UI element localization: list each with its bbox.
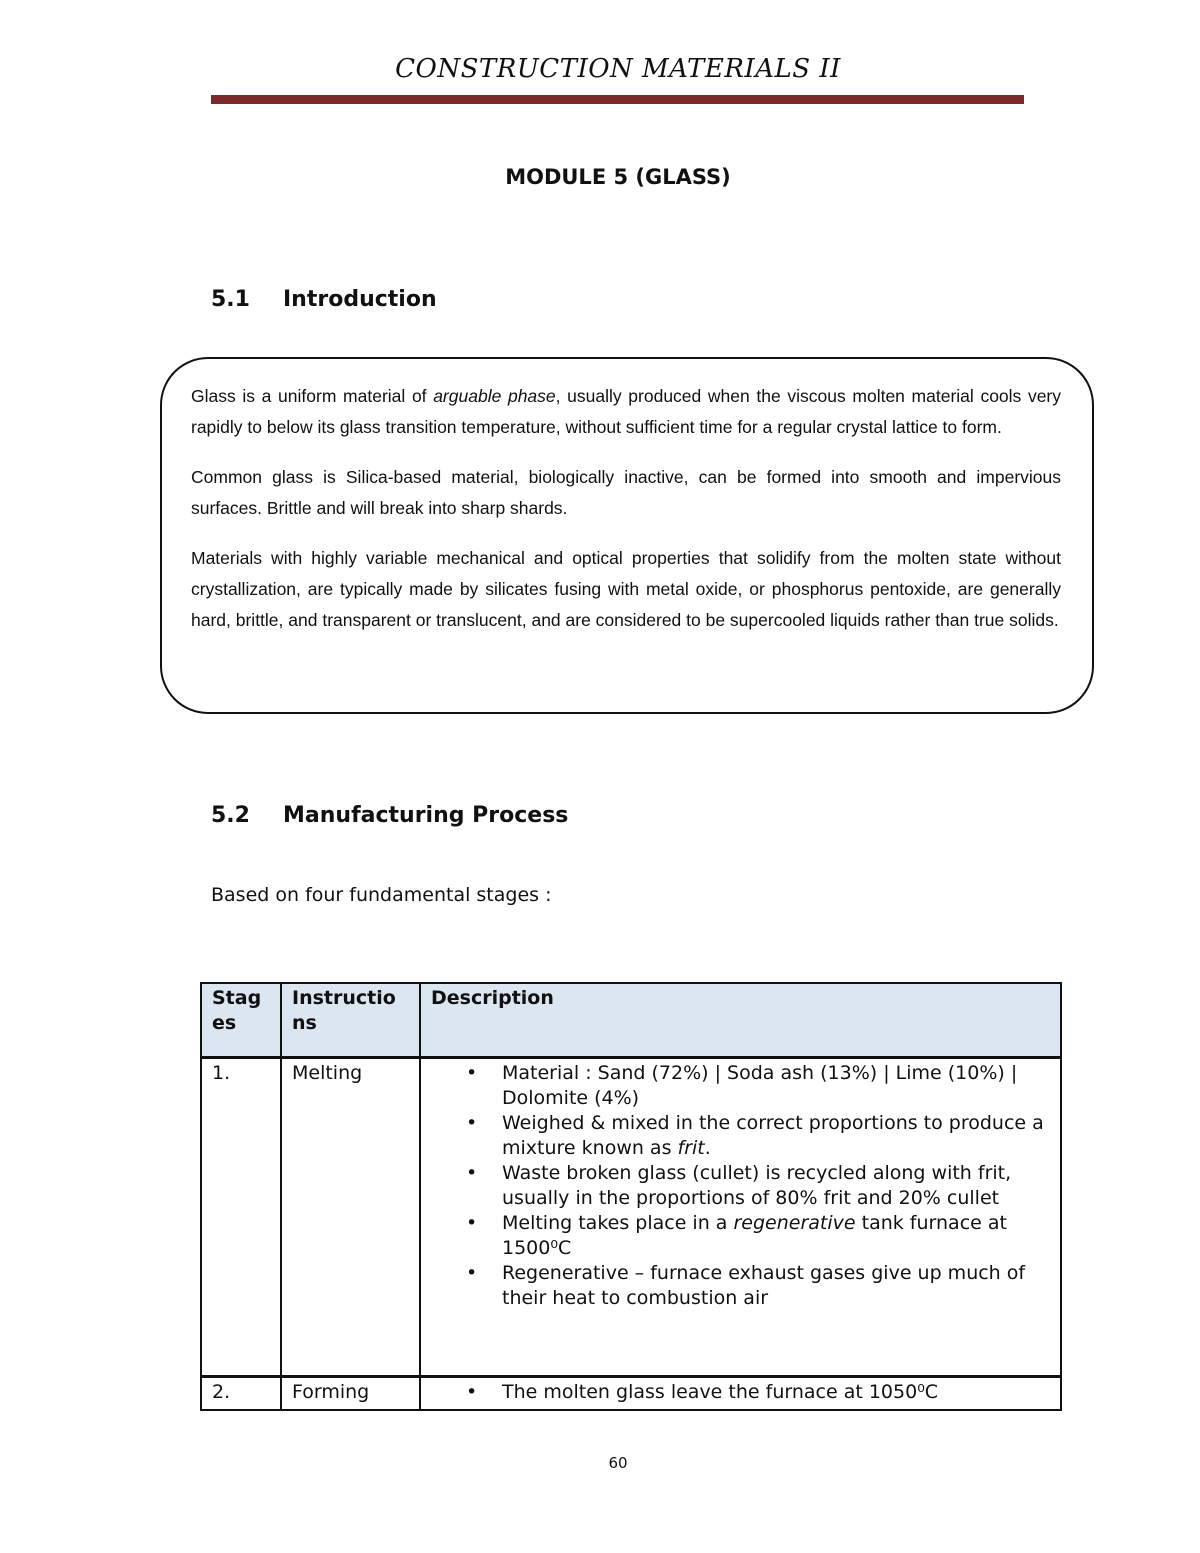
intro-paragraph-3: Materials with highly variable mechanical and optical properties that solidify from the molten state without crystallization, are typically made by silicates fusing with metal oxide, or phosphorus pentoxide, are generally hard, brittle, and transparent or translucent, and are considered to be supercooled liquids rather than true solids.	[191, 548, 1061, 630]
running-header-title: CONSTRUCTION MATERIALS II	[395, 54, 841, 84]
stage-cell: 1.	[201, 1058, 281, 1377]
table-row	[201, 1377, 1061, 1411]
description-cell	[420, 1377, 1061, 1411]
section-title: Introduction	[283, 287, 437, 312]
table-header-row	[201, 983, 1061, 1058]
instruction-cell: Melting	[281, 1058, 420, 1377]
description-list	[431, 1061, 1050, 1311]
intro-paragraph-1: Glass is a uniform material of arguable phase, usually produced when the viscous molten material cools very rapidly to below its glass transition temperature, without sufficient time for a regular crystal lattice to form.	[191, 386, 1062, 437]
instruction-cell: Forming	[281, 1377, 420, 1411]
header-stages: Stages	[201, 983, 281, 1058]
section-title: Manufacturing Process	[283, 803, 569, 828]
description-cell	[420, 1058, 1061, 1377]
page-number: 60	[608, 1454, 628, 1472]
section-heading-manufacturing	[211, 803, 568, 828]
header-rule	[211, 95, 1024, 104]
list-item: • Material : Sand (72%) | Soda ash (13%) | Lime (10%) | Dolomite (4%)	[502, 1061, 1050, 1111]
section-number: 5.1	[211, 287, 250, 312]
lead-text: Based on four fundamental stages :	[211, 884, 552, 906]
list-item: • Waste broken glass (cullet) is recycled along with frit, usually in the proportions of 80% frit and 20% cullet	[502, 1161, 1050, 1211]
table-row	[201, 1058, 1061, 1377]
intro-text	[191, 381, 1061, 655]
module-title: MODULE 5 (GLASS)	[505, 165, 731, 189]
section-heading-introduction	[211, 287, 437, 312]
intro-paragraph-2: Common glass is Silica-based material, biologically inactive, can be formed into smooth and impervious surfaces. Brittle and will break into sharp shards.	[191, 467, 1061, 518]
stage-cell: 2.	[201, 1377, 281, 1411]
description-list	[431, 1380, 1050, 1405]
list-item: • Melting takes place in a regenerative tank furnace at 1500⁰C	[502, 1211, 1050, 1261]
header-description: Description	[420, 983, 1061, 1058]
header-instructions: Instructions	[281, 983, 420, 1058]
stages-table	[200, 982, 1062, 1411]
list-item: • Weighed & mixed in the correct proportions to produce a mixture known as frit.	[502, 1111, 1050, 1161]
list-item: • The molten glass leave the furnace at 1050⁰C	[502, 1380, 1050, 1405]
list-item: • Regenerative – furnace exhaust gases give up much of their heat to combustion air	[502, 1261, 1050, 1311]
section-number: 5.2	[211, 803, 250, 828]
